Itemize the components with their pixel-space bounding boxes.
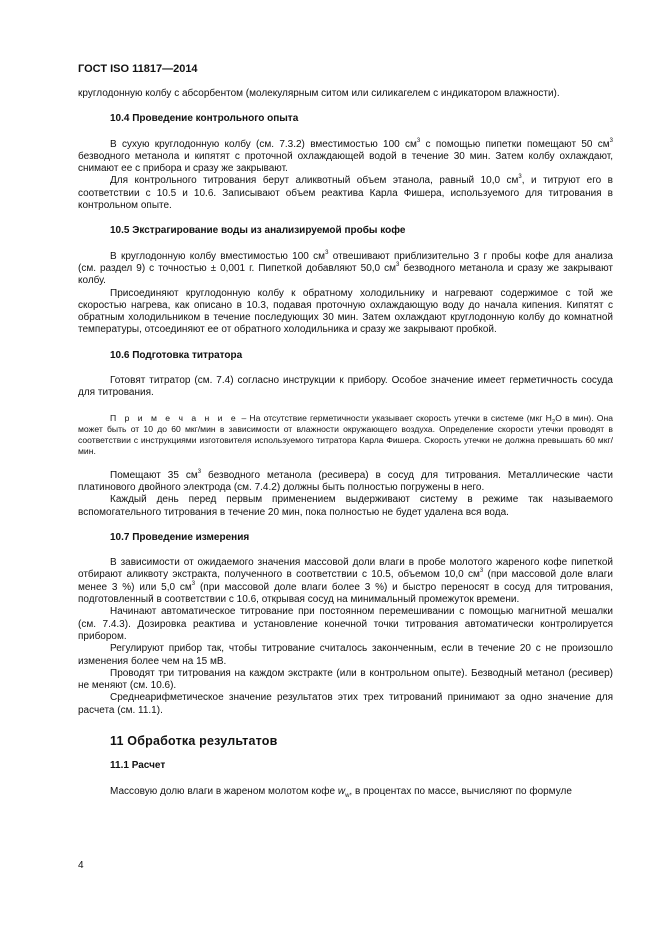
section-10-7-paragraph-5: Среднеарифметическое значение результатов этих трех титрований принимают за одно значение для расчета (см. 11.1). — [78, 692, 613, 716]
note-label: П р и м е ч а н и е — [110, 412, 239, 423]
standard-header: ГОСТ ISO 11817—2014 — [78, 63, 198, 75]
intro-paragraph: круглодонную колбу с абсорбентом (молекулярным ситом или силикагелем с индикатором влажности). — [78, 88, 560, 99]
section-10-4-paragraph-2: Для контрольного титрования берут аликвотный объем этанола, равный 10,0 $см^3$, и титруют его в соответствии с 10.5 и 10.6. Записывают объем реактива Карла Фишера, используемого для титрования в контрольном опыте. — [78, 174, 613, 212]
section-10-6-title: 10.6 Подготовка титратора — [110, 349, 243, 361]
section-10-6-paragraph-2: Помещают 35 $см^3$ безводного метанола (ресивера) в сосуд для титрования. Металлические части платинового двойного электрода (см. 7.4.2) должны быть полностью погружены в него. — [78, 468, 614, 493]
section-11-title: 11 Обработка результатов — [110, 733, 278, 748]
section-10-7-paragraph-3: Регулируют прибор так, чтобы титрование считалось законченным, если в течение 20 с не произошло изменения более чем на 15 мВ. — [78, 643, 613, 667]
section-10-4-paragraph-1: В сухую круглодонную колбу (см. 7.3.2) вместимостью 100 $см^3$ с помощью пипетки помещают 50 $см^3$ безводного метанола и кипятят с проточной охлаждающей водой в течение 30 мин. Затем колбу охлаждают, снимают ее с прибора и сразу же закрывают. — [78, 137, 613, 175]
page-number: 4 — [78, 860, 84, 871]
section-10-7-paragraph-4: Проводят три титрования на каждом экстракте (или в контрольном опыте). Безводный метанол (ресивер) не меняют (см. 10.6). — [78, 667, 613, 692]
section-10-4-title: 10.4 Проведение контрольного опыта — [110, 113, 299, 125]
section-10-6-paragraph-1: Готовят титратор (см. 7.4) согласно инструкции к прибору. Особое значение имеет герметичность сосуда для титрования. — [78, 375, 613, 399]
section-10-6-paragraph-3: Каждый день перед первым применением выдерживают систему в режиме так называемого вспомогательного титрования в течение 20 мин, пока полностью не будет удалена вся вода. — [78, 494, 613, 518]
section-11-1-title: 11.1 Расчет — [110, 760, 166, 772]
section-10-5-paragraph-1: В круглодонную колбу вместимостью 100 $см^3$ отвешивают приблизительно 3 г пробы кофе для анализа (см. раздел 9) с точностью ± 0,001 г. Пипеткой добавляют 50,0 $см^3$ безводного метанола и сразу же закрывают колбу. — [78, 249, 613, 287]
section-10-7-title: 10.7 Проведение измерения — [110, 531, 250, 543]
section-10-5-title: 10.5 Экстрагирование воды из анализируемой пробы кофе — [110, 225, 406, 237]
section-11-1-paragraph-1: Массовую долю влаги в жареном молотом кофе $w_w$, в процентах по массе, вычисляют по формуле — [110, 785, 572, 799]
section-10-7-paragraph-1: В зависимости от ожидаемого значения массовой доли влаги в пробе молотого жареного кофе пипеткой отбирают аликвоту экстракта, полученного в соответствии с 10.5, объемом 10,0 $см^3$ (при массовой доле влаги менее 3 %) или 5,0 $см^3$ (при массовой доле влаги более 3 %) и быстро переносят в сосуд для титрования, подготовленный в соответствии с 10.6, открывая сосуд на минимальный промежуток времени. — [78, 557, 614, 606]
page-content — [78, 88, 613, 798]
section-10-7-paragraph-2: Начинают автоматическое титрование при постоянном перемешивании с помощью магнитной мешалки (см. 7.4.3). Дозировка реактива и установление конечной точки титрования автоматически контролируется прибором. — [78, 606, 613, 642]
section-10-6-note: П р и м е ч а н и е – На отсутствие герметичности указывает скорость утечки в системе (мкг $H_2O$ в мин). Она может быть от 10 до 60 мкг/мин в зависимости от влажности окружающего воздуха. Определение скорости утечки проводят в соответствии с инструкциями изготовителя используемого титратора Карла Фишера. Скорость утечки не должна превышать 60 мкг/мин. — [78, 412, 614, 456]
section-10-5-paragraph-2: Присоединяют круглодонную колбу к обратному холодильнику и нагревают содержимое с той же скоростью нагрева, как описано в 10.3, подавая проточную охлаждающую воду до начала кипения. Кипятят с обратным холодильником в течение последующих 30 мин. Затем охлаждают круглодонную колбу до комнатной температуры, отсоединяют ее от обратного холодильника и сразу же закрывают пробкой. — [78, 287, 613, 336]
